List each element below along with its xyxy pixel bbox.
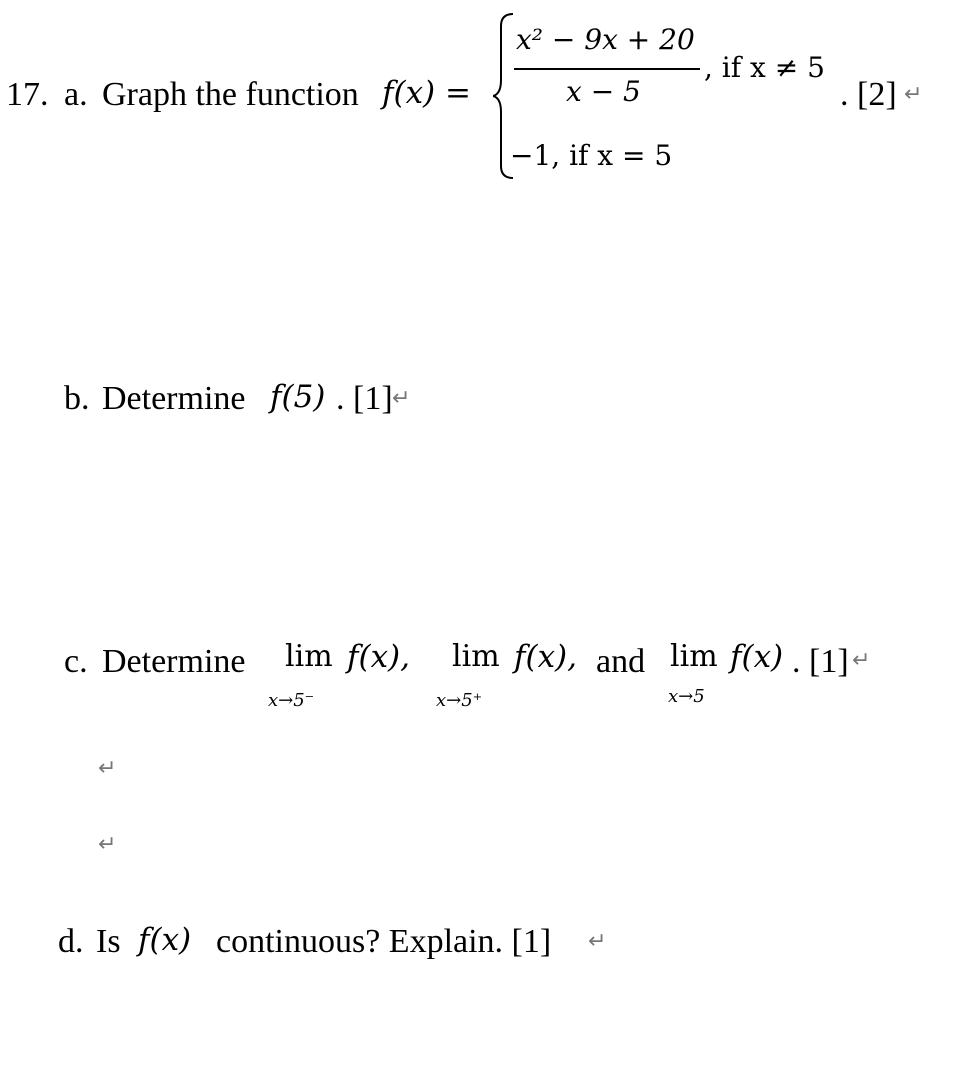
limit-right: lim (452, 639, 500, 674)
limit-two-sided: lim (670, 639, 718, 674)
part-a-text: Graph the function (102, 76, 359, 113)
part-a-label: a. (64, 76, 88, 113)
part-b-text: Determine (102, 380, 246, 417)
part-d-label: d. (58, 923, 84, 960)
part-d-text-after: continuous? Explain. [1] (216, 923, 552, 960)
blank-paragraph-mark: ↵ (98, 756, 117, 781)
part-a-points: . [2] (840, 76, 897, 113)
part-a-fx: f(x) = (382, 75, 471, 111)
limit-two-sided-fx: f(x) (730, 639, 784, 675)
and-text: and (596, 643, 646, 680)
part-c-label: c. (64, 643, 88, 680)
part-d-text-before: Is (96, 923, 121, 960)
part-b-label: b. (64, 380, 90, 417)
paragraph-mark: ↵ (588, 929, 607, 954)
limit-left: lim (285, 639, 333, 674)
limit-right-sub: x→5⁺ (436, 690, 483, 711)
limit-left-sub: x→5⁻ (268, 690, 315, 711)
part-c-text: Determine (102, 643, 246, 680)
part-b-points: . [1] (336, 380, 393, 417)
paragraph-mark: ↵ (852, 648, 871, 673)
limit-right-fx: f(x), (514, 639, 577, 675)
blank-paragraph-mark: ↵ (98, 832, 117, 857)
fraction-bar (514, 68, 700, 70)
limit-two-sided-sub: x→5 (668, 686, 705, 707)
paragraph-mark: ↵ (392, 386, 411, 411)
limit-left-fx: f(x), (347, 639, 410, 675)
problem-number: 17. (6, 76, 49, 113)
part-b-expr: f(5) (270, 379, 326, 415)
paragraph-mark: ↵ (904, 82, 923, 107)
case1-condition: , if x ≠ 5 (704, 51, 825, 84)
case1-numerator: x² − 9x + 20 (516, 23, 695, 56)
case1-denominator: x − 5 (566, 75, 641, 108)
part-c-points: . [1] (792, 643, 849, 680)
part-d-fx: f(x) (138, 922, 192, 958)
case2: −1, if x = 5 (510, 139, 673, 172)
